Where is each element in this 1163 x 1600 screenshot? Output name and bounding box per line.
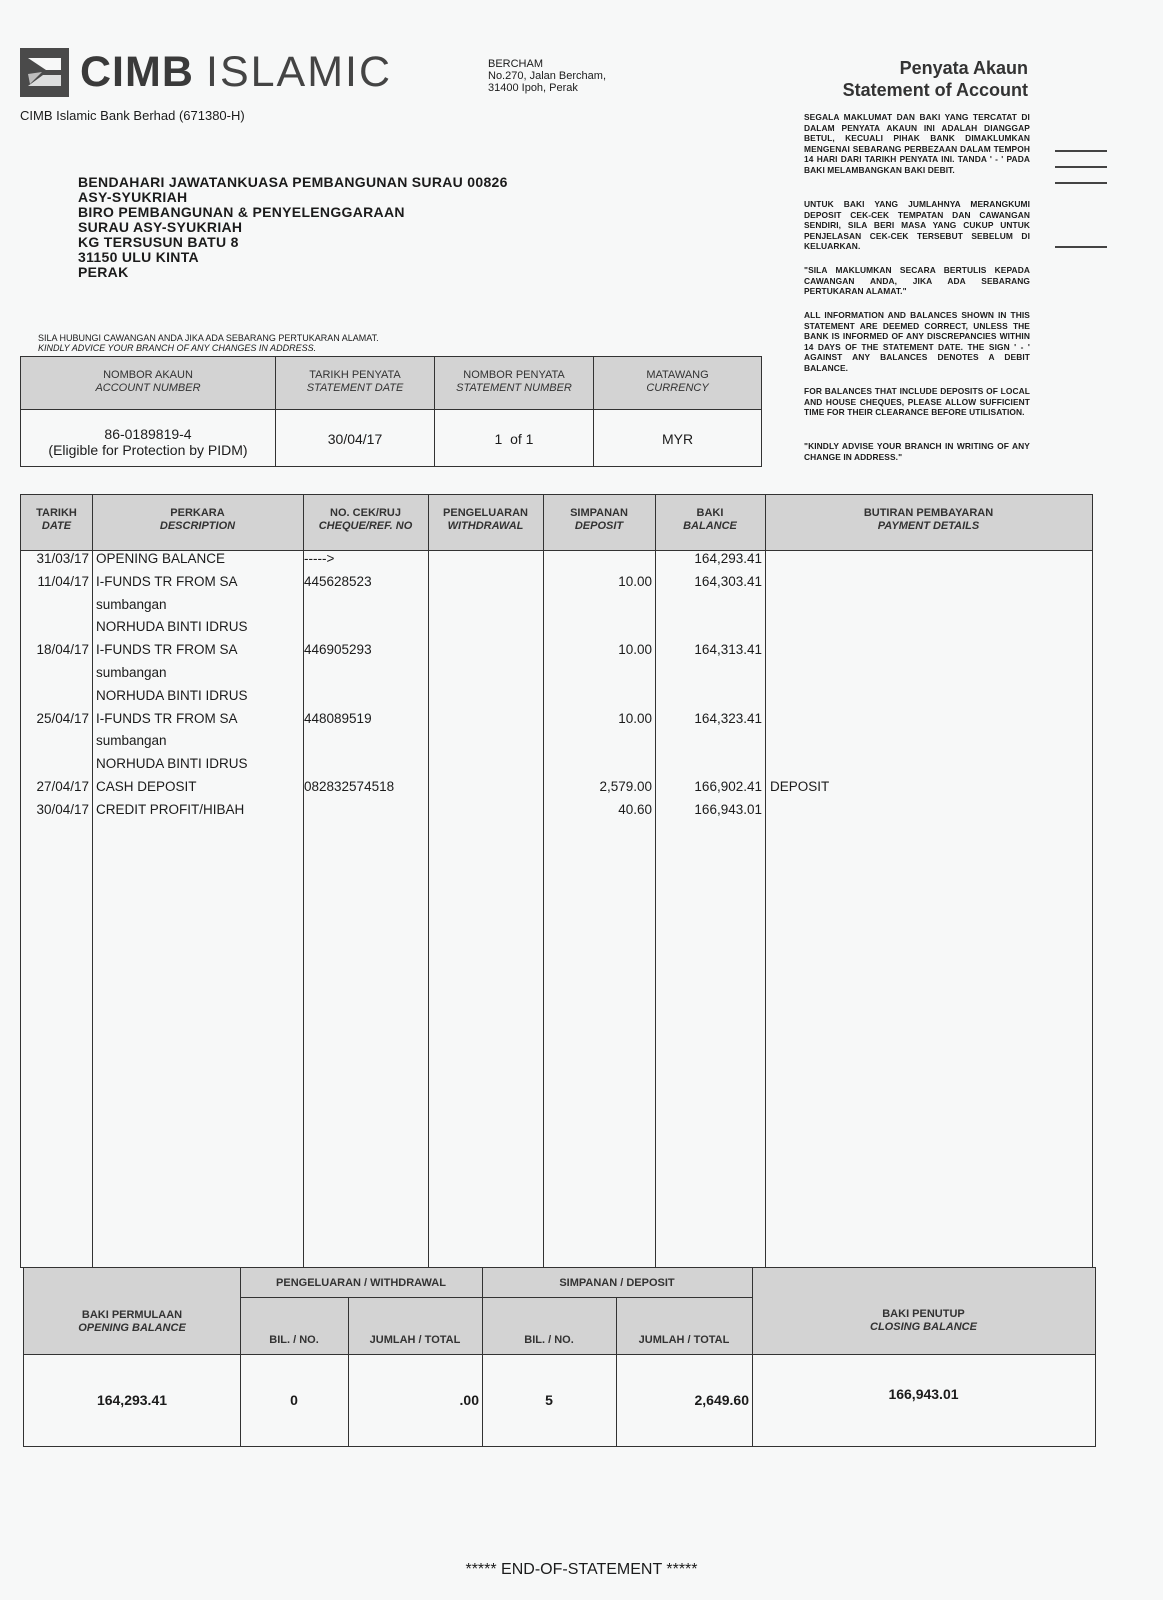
- header-ms: BUTIRAN PEMBAYARAN: [863, 507, 994, 519]
- header-en: PAYMENT DETAILS: [877, 520, 980, 532]
- account-number-cell: [21, 357, 276, 466]
- logo-text-light: ISLAMIC: [206, 48, 393, 96]
- row-description: sumbangan: [96, 665, 167, 680]
- address-line: PERAK: [78, 264, 129, 280]
- summary-divider: [752, 1268, 753, 1446]
- header-en: STATEMENT NUMBER: [456, 382, 572, 394]
- column-divider: [655, 495, 656, 1267]
- withdrawal-total-label: JUMLAH / TOTAL: [369, 1334, 461, 1346]
- row-reference: ----->: [304, 551, 335, 566]
- address-line: ASY-SYUKRIAH: [78, 189, 188, 205]
- statement-number-header: [435, 357, 593, 410]
- summary-divider: [616, 1297, 617, 1446]
- row-date: 30/04/17: [36, 801, 89, 817]
- header-ms: NOMBOR PENYATA: [463, 369, 565, 381]
- column-divider: [428, 495, 429, 1267]
- transaction-table: [20, 494, 1093, 1268]
- label-ms: BAKI PENUTUP: [882, 1308, 965, 1320]
- summary-divider: [240, 1268, 241, 1446]
- column-divider: [543, 495, 544, 1267]
- row-reference: 448089519: [304, 710, 372, 726]
- end-of-statement: ***** END-OF-STATEMENT *****: [465, 1561, 698, 1578]
- statement-title-ms: Penyata Akaun: [899, 58, 1028, 78]
- customer-address: [78, 175, 508, 280]
- header-en: DESCRIPTION: [159, 520, 236, 532]
- row-balance: 164,303.41: [694, 573, 762, 589]
- notice-ms-2: UNTUK BAKI YANG JUMLAHNYA MERANGKUMI DEPOSIT CEK-CEK TEMPATAN DAN CAWANGAN SENDIRI, SILA BERI MASA YANG CUKUP UNTUK PENJELASAN CEK-CEK TERSEBUT SEBELUM DI KELUARKAN.: [804, 199, 1030, 252]
- address-line: BENDAHARI JAWATANKUASA PEMBANGUNAN SURAU 00826: [78, 174, 508, 190]
- address-line: BIRO PEMBANGUNAN & PENYELENGGARAAN: [78, 204, 405, 220]
- branch-name: BERCHAM: [488, 58, 544, 70]
- header-ms: NO. CEK/RUJ: [330, 507, 401, 519]
- statement-date: 30/04/17: [327, 431, 383, 447]
- label-en: CLOSING BALANCE: [870, 1321, 977, 1333]
- row-deposit: 10.00: [618, 710, 652, 726]
- column-header-date: [21, 507, 92, 533]
- margin-mark: [1055, 166, 1107, 168]
- summary-header-rule: [24, 1354, 1095, 1355]
- opening-balance-label: [24, 1309, 240, 1335]
- branch-note-en: KINDLY ADVICE YOUR BRANCH OF ANY CHANGES IN ADDRESS.: [38, 343, 317, 353]
- row-deposit: 40.60: [618, 801, 652, 817]
- statement-date-header: [276, 357, 434, 410]
- row-balance: 164,293.41: [694, 551, 762, 566]
- account-number: 86-0189819-4: [104, 426, 192, 442]
- row-balance: 166,902.41: [694, 779, 762, 794]
- pidm-note: (Eligible for Protection by PIDM): [48, 442, 248, 458]
- header-ms: PERKARA: [170, 507, 225, 519]
- deposit-total-value: 2,649.60: [694, 1392, 749, 1408]
- row-balance: 164,313.41: [694, 642, 762, 658]
- row-deposit: 10.00: [618, 642, 652, 658]
- column-header-deposit: [543, 507, 655, 533]
- withdrawal-total-value: .00: [459, 1392, 479, 1408]
- header-en: CURRENCY: [646, 382, 709, 394]
- row-balance: 166,943.01: [694, 801, 762, 817]
- address-line: 31150 ULU KINTA: [78, 249, 199, 265]
- opening-balance-value: 164,293.41: [96, 1392, 168, 1408]
- notice-en-2: FOR BALANCES THAT INCLUDE DEPOSITS OF LOCAL AND HOUSE CHEQUES, PLEASE ALLOW SUFFICIENT TIME FOR THEIR CLEARANCE BEFORE UTILISATION.: [804, 386, 1030, 418]
- row-deposit: 10.00: [618, 573, 652, 589]
- header-ms: MATAWANG: [646, 369, 709, 381]
- row-description: OPENING BALANCE: [96, 551, 226, 566]
- deposit-count-label: BIL. / NO.: [524, 1334, 574, 1346]
- cimb-logo-icon: [20, 48, 69, 97]
- header-ms: BAKI: [696, 507, 724, 519]
- notice-en-3: "KINDLY ADVISE YOUR BRANCH IN WRITING OF ANY CHANGE IN ADDRESS.": [804, 441, 1030, 462]
- column-header-payment-details: [765, 507, 1092, 533]
- header-en: BALANCE: [683, 520, 737, 532]
- header-ms: TARIKH PENYATA: [309, 369, 401, 381]
- withdrawal-count-value: 0: [290, 1392, 298, 1408]
- header-en: DATE: [41, 520, 72, 532]
- header-ms: TARIKH: [36, 507, 77, 519]
- currency-header: [594, 357, 761, 410]
- closing-balance-value: 166,943.01: [888, 1386, 959, 1402]
- row-description: NORHUDA BINTI IDRUS: [96, 687, 248, 703]
- header-en: ACCOUNT NUMBER: [95, 382, 201, 394]
- header-ms: NOMBOR AKAUN: [103, 369, 193, 381]
- branch-note: [38, 333, 379, 353]
- summary-divider: [348, 1297, 349, 1446]
- account-number-value: [21, 426, 275, 458]
- summary-divider: [482, 1268, 483, 1446]
- column-divider: [303, 495, 304, 1267]
- row-description: NORHUDA BINTI IDRUS: [96, 619, 248, 635]
- header-en: WITHDRAWAL: [447, 520, 524, 532]
- header-en: STATEMENT DATE: [306, 382, 404, 394]
- column-divider: [92, 495, 93, 1267]
- column-header-withdrawal: [428, 507, 543, 533]
- row-description: CREDIT PROFIT/HIBAH: [96, 801, 245, 817]
- address-line: SURAU ASY-SYUKRIAH: [78, 219, 243, 235]
- deposit-count-value: 5: [545, 1392, 553, 1408]
- row-reference: 082832574518: [304, 779, 395, 794]
- withdrawal-count-label: BIL. / NO.: [269, 1334, 319, 1346]
- header-ms: SIMPANAN: [570, 507, 628, 519]
- statement-number-cell: [435, 357, 594, 466]
- column-header-balance: [655, 507, 765, 533]
- branch-address-line2: 31400 Ipoh, Perak: [488, 82, 578, 94]
- row-description: sumbangan: [96, 733, 167, 749]
- account-info-table: [20, 356, 762, 467]
- row-deposit: 2,579.00: [599, 779, 652, 794]
- row-date: 11/04/17: [37, 573, 89, 589]
- summary-table: [23, 1267, 1096, 1447]
- row-description: sumbangan: [96, 596, 167, 612]
- row-description: CASH DEPOSIT: [96, 779, 197, 794]
- margin-mark: [1055, 182, 1107, 184]
- margin-mark: [1055, 150, 1107, 152]
- withdrawal-group-label: PENGELUARAN / WITHDRAWAL: [276, 1277, 446, 1289]
- row-date: 18/04/17: [36, 642, 89, 658]
- notice-ms-3: "SILA MAKLUMKAN SECARA BERTULIS KEPADA CAWANGAN ANDA, JIKA ADA SEBARANG PERTUKARAN ALAMAT.": [804, 265, 1030, 297]
- row-date: 31/03/17: [36, 551, 89, 566]
- row-payment-details: DEPOSIT: [770, 779, 830, 794]
- header-ms: PENGELUARAN: [443, 507, 528, 519]
- branch-note-ms: SILA HUBUNGI CAWANGAN ANDA JIKA ADA SEBARANG PERTUKARAN ALAMAT.: [38, 333, 379, 343]
- column-divider: [765, 495, 766, 1267]
- summary-subheader-rule: [240, 1297, 752, 1298]
- margin-mark: [1055, 246, 1107, 248]
- currency-cell: [594, 357, 761, 466]
- row-description: I-FUNDS TR FROM SA: [96, 573, 238, 589]
- label-en: OPENING BALANCE: [78, 1322, 186, 1334]
- branch-address-line1: No.270, Jalan Bercham,: [488, 70, 607, 82]
- notice-en-1: ALL INFORMATION AND BALANCES SHOWN IN THIS STATEMENT ARE DEEMED CORRECT, UNLESS THE BANK IS INFORMED OF ANY DISCREPANCIES WITHIN 14 DAYS OF THE STATEMENT DATE. THE SIGN ' - ' AGAINST ANY BALANCES DENOTES A DEBIT BALANCE.: [804, 310, 1030, 373]
- statement-date-cell: [276, 357, 435, 466]
- statement-number: 1 of 1: [494, 431, 534, 447]
- branch-address: [488, 58, 606, 94]
- row-description: I-FUNDS TR FROM SA: [96, 710, 238, 726]
- statement-title-en: Statement of Account: [842, 80, 1028, 100]
- notice-ms-1: SEGALA MAKLUMAT DAN BAKI YANG TERCATAT DI DALAM PENYATA AKAUN INI ADALAH DIANGGAP BETUL, KECUALI PIHAK BANK DIMAKLUMKAN MENGENAI SEBARANG PERBEZAAN DALAM TEMPOH 14 HARI DARI TARIKH PENYATA INI. TANDA ' - ' PADA BAKI MELAMBANGKAN BAKI DEBIT.: [804, 112, 1030, 175]
- column-header-description: [92, 507, 303, 533]
- deposit-total-label: JUMLAH / TOTAL: [638, 1334, 730, 1346]
- row-description: I-FUNDS TR FROM SA: [96, 642, 238, 658]
- closing-balance-label: [752, 1308, 1095, 1334]
- row-reference: 445628523: [304, 573, 372, 589]
- row-reference: 446905293: [304, 642, 372, 658]
- bank-name: CIMB Islamic Bank Berhad (671380-H): [20, 108, 245, 123]
- deposit-group-label: SIMPANAN / DEPOSIT: [559, 1277, 675, 1289]
- account-number-header: [21, 357, 275, 410]
- header-en: DEPOSIT: [574, 520, 624, 532]
- logo-text-bold: CIMB: [80, 48, 194, 96]
- row-date: 25/04/17: [36, 710, 89, 726]
- currency: MYR: [661, 431, 694, 447]
- header-en: CHEQUE/REF. NO: [318, 520, 413, 532]
- row-date: 27/04/17: [36, 779, 89, 794]
- label-ms: BAKI PERMULAAN: [81, 1309, 183, 1321]
- address-line: KG TERSUSUN BATU 8: [78, 234, 239, 250]
- row-balance: 164,323.41: [694, 710, 762, 726]
- column-header-reference: [303, 507, 428, 533]
- row-description: NORHUDA BINTI IDRUS: [96, 756, 248, 772]
